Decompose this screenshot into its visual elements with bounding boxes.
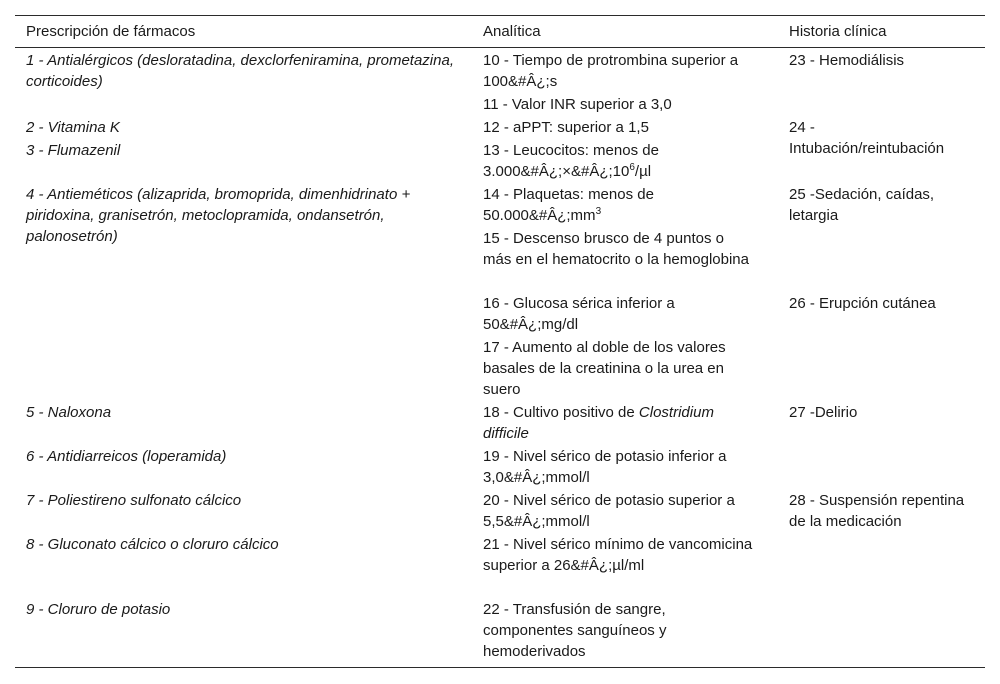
analitica-14-text: 14 - Plaquetas: menos de 50.000&#Â¿;mm bbox=[483, 186, 654, 224]
header-analitica: Analítica bbox=[483, 23, 541, 40]
historia-item-23: 23 - Hemodiálisis bbox=[789, 52, 905, 69]
prescripcion-item-8: 8 - Gluconato cálcico o cloruro cálcico bbox=[26, 536, 279, 553]
analitica-item-18 bbox=[483, 402, 753, 444]
analitica-13-text: 13 - Leucocitos: menos de 3.000&#Â¿;×&#Â¿;10 bbox=[483, 142, 659, 180]
analitica-item-13 bbox=[483, 140, 753, 182]
historia-item-26: 26 - Erupción cutánea bbox=[789, 295, 936, 312]
analitica-item-10: 10 - Tiempo de protrombina superior a 100&#Â¿;s bbox=[483, 52, 739, 90]
analitica-18-text: 18 - Cultivo positivo de bbox=[483, 404, 639, 421]
analitica-item-20: 20 - Nivel sérico de potasio superior a 5,5&#Â¿;mmol/l bbox=[483, 492, 735, 530]
historia-item-25: 25 -Sedación, caídas, letargia bbox=[789, 186, 935, 224]
prescripcion-item-4: 4 - Antieméticos (alizaprida, bromoprida, dimenhidrinato + piridoxina, granisetrón, metoclopramida, ondansetrón, palonosetrón) bbox=[26, 186, 411, 245]
prescripcion-item-5: 5 - Naloxona bbox=[26, 404, 112, 421]
historia-item-28: 28 - Suspensión repentina de la medicación bbox=[789, 492, 965, 530]
analitica-13-unit: /µl bbox=[634, 163, 652, 180]
analitica-item-16: 16 - Glucosa sérica inferior a 50&#Â¿;mg/dl bbox=[483, 295, 675, 333]
header-historia: Historia clínica bbox=[789, 23, 887, 40]
prescripcion-item-6: 6 - Antidiarreicos (loperamida) bbox=[26, 448, 227, 465]
historia-item-24: 24 - Intubación/reintubación bbox=[789, 119, 945, 157]
header-prescripcion: Prescripción de fármacos bbox=[26, 23, 196, 40]
table-top-rule bbox=[15, 15, 985, 16]
historia-item-27: 27 -Delirio bbox=[789, 404, 858, 421]
analitica-18-organism: Clostridium difficile bbox=[483, 404, 714, 442]
prescripcion-item-1: 1 - Antialérgicos (desloratadina, dexclorfeniramina, prometazina, corticoides) bbox=[26, 52, 454, 90]
analitica-13-exponent: 6 bbox=[629, 162, 635, 173]
prescripcion-item-7: 7 - Poliestireno sulfonato cálcico bbox=[26, 492, 242, 509]
analitica-item-14 bbox=[483, 184, 753, 226]
analitica-item-15: 15 - Descenso brusco de 4 puntos o más en el hematocrito o la hemoglobina bbox=[483, 230, 749, 268]
analitica-item-17: 17 - Aumento al doble de los valores basales de la creatinina o la urea en suero bbox=[483, 339, 726, 398]
prescripcion-item-3: 3 - Flumazenil bbox=[26, 142, 121, 159]
analitica-item-11: 11 - Valor INR superior a 3,0 bbox=[483, 96, 672, 113]
table-bottom-rule bbox=[15, 667, 985, 668]
prescripcion-item-2: 2 - Vitamina K bbox=[26, 119, 120, 136]
analitica-item-12: 12 - aPPT: superior a 1,5 bbox=[483, 119, 649, 136]
analitica-14-exponent: 3 bbox=[595, 206, 602, 217]
prescripcion-item-9: 9 - Cloruro de potasio bbox=[26, 601, 171, 618]
analitica-item-21: 21 - Nivel sérico mínimo de vancomicina superior a 26&#Â¿;µl/ml bbox=[483, 536, 753, 574]
analitica-item-19: 19 - Nivel sérico de potasio inferior a 3,0&#Â¿;mmol/l bbox=[483, 448, 727, 486]
analitica-item-22: 22 - Transfusión de sangre, componentes sanguíneos y hemoderivados bbox=[483, 601, 667, 660]
table-header-rule bbox=[15, 47, 985, 48]
